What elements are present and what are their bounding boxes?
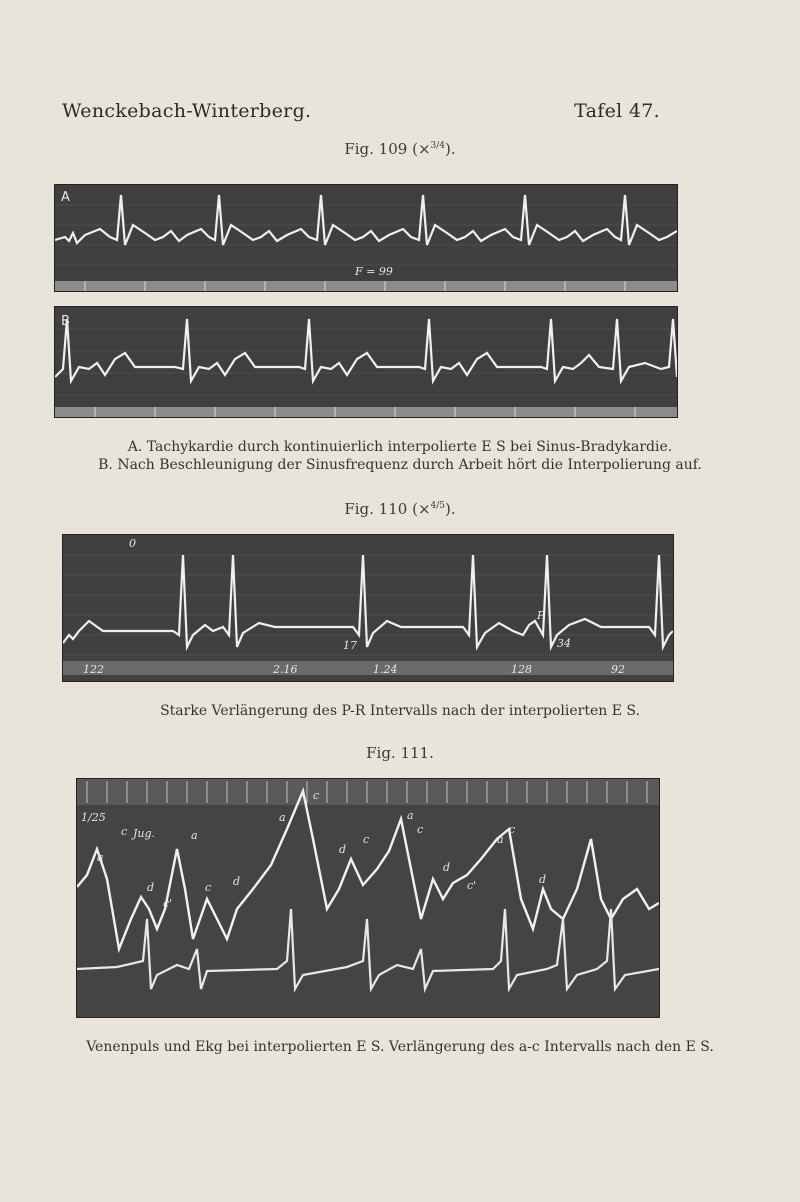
fig-110-number: Fig. 110	[344, 500, 408, 518]
fig-109-caption-a: A. Tachykardie durch kontinuierlich interpolierte E S bei Sinus-Bradykardie.	[127, 439, 673, 455]
fig-111-wave-label-14: d	[443, 861, 451, 874]
fig-111-wave-label-12: a	[407, 809, 414, 822]
fig-109-scale-fraction: 3/4	[430, 141, 446, 151]
fig-110-annot-34: 34	[557, 637, 571, 650]
fig-111-wave-label-7: d	[233, 875, 241, 888]
fig-110-trace	[63, 535, 673, 681]
fig-111-wave-label-15: c'	[467, 879, 477, 892]
fig-109-panel-a-trace	[55, 185, 677, 291]
fig-111-wave-label-5: a	[191, 829, 198, 842]
fig-111-wave-label-9: c	[313, 789, 320, 802]
fig-110-mark-2: 2.16	[273, 663, 298, 676]
fig-110-scale-open: (×	[412, 500, 431, 518]
fig-109-panel-a-letter: A	[61, 190, 70, 205]
fig-111-wave-label-1: a	[97, 851, 104, 864]
fig-110-label	[0, 500, 800, 518]
fig-109-panel-b-letter: B	[61, 314, 70, 329]
fig-111-time-mark: 1/25	[81, 811, 106, 824]
fig-111-wave-label-16: a	[497, 833, 504, 846]
fig-109-panel-b-trace	[55, 307, 677, 417]
fig-110-scale-close: ).	[445, 500, 456, 518]
fig-110-caption: Starke Verlängerung des P-R Intervalls nach der interpolierten E S.	[160, 703, 640, 719]
fig-110-mark-4: 128	[511, 663, 532, 676]
fig-111-wave-label-17: c	[509, 823, 516, 836]
fig-111-wave-label-18: d	[539, 873, 547, 886]
fig-111-jug-label: Jug.	[133, 827, 156, 840]
fig-110-annot-p: P	[537, 609, 545, 622]
fig-111-wave-label-3: d	[147, 881, 155, 894]
fig-111-wave-label-4: c'	[163, 897, 173, 910]
fig-109-scale-close: ).	[445, 140, 456, 158]
fig-110-panel-letter: 0	[129, 537, 136, 550]
plate-author-header: Wenckebach-Winterberg.	[62, 100, 312, 122]
fig-111-panel	[76, 778, 660, 1018]
fig-111-wave-label-2: c	[121, 825, 128, 838]
fig-111-trace	[77, 779, 659, 1017]
fig-110-panel	[62, 534, 674, 682]
fig-109-panel-b	[54, 306, 678, 418]
plate-number-header: Tafel 47.	[574, 100, 660, 122]
fig-110-scale-fraction: 4/5	[430, 501, 446, 511]
fig-111-wave-label-11: c	[363, 833, 370, 846]
fig-111-caption: Venenpuls und Ekg bei interpolierten E S. Verlängerung des a-c Intervalls nach den E S.	[86, 1039, 714, 1055]
fig-109-scale-open: (×	[412, 140, 431, 158]
fig-111-wave-label-6: c	[205, 881, 212, 894]
fig-110-mark-3: 1.24	[373, 663, 398, 676]
fig-111-wave-label-8: a	[279, 811, 286, 824]
fig-110-annot-17: 17	[343, 639, 357, 652]
fig-109-label	[0, 140, 800, 158]
fig-109-panel-a-note: F = 99	[355, 265, 393, 278]
fig-109-panel-a	[54, 184, 678, 292]
fig-111-label: Fig. 111.	[366, 744, 434, 762]
fig-110-mark-1: 122	[83, 663, 104, 676]
fig-109-caption-b: B. Nach Beschleunigung der Sinusfrequenz durch Arbeit hört die Interpolierung auf.	[98, 457, 702, 473]
fig-111-wave-label-13: c	[417, 823, 424, 836]
fig-109-number: Fig. 109	[344, 140, 408, 158]
fig-110-mark-5: 92	[611, 663, 625, 676]
fig-111-wave-label-10: d	[339, 843, 347, 856]
